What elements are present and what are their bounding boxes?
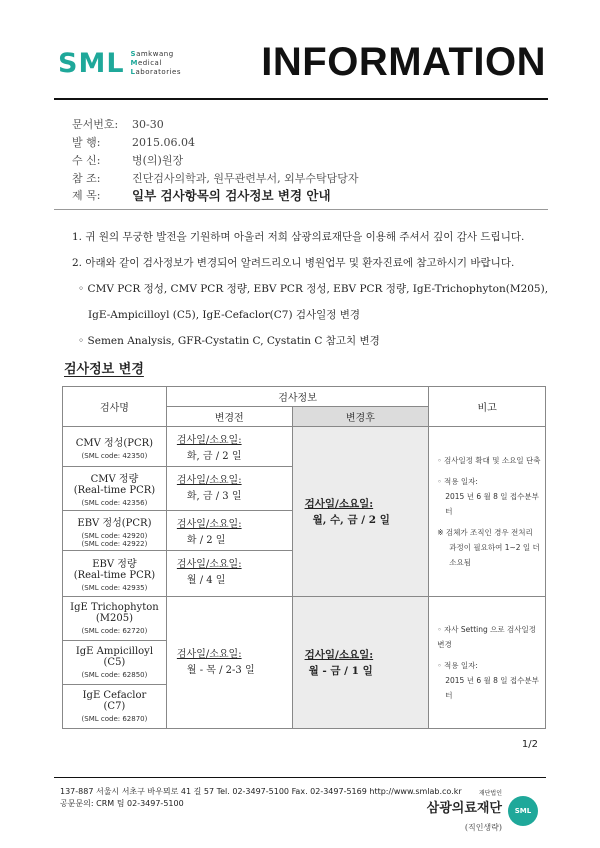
- header-remarks: 비고: [429, 387, 546, 427]
- body-text: [72, 224, 548, 354]
- header-test-name: 검사명: [63, 387, 167, 427]
- subject-line: 제 목: 일부 검사항목의 검사정보 변경 안내: [72, 188, 331, 203]
- section-title: 검사정보 변경: [64, 362, 144, 377]
- subject-text: 일부 검사항목의 검사정보 변경 안내: [132, 188, 331, 203]
- logo-subtitle: Samkwang Medical Laboratories: [130, 50, 181, 76]
- header-after: 변경후: [292, 407, 429, 427]
- logo-mark: SML: [58, 48, 125, 79]
- bullet-1-continued: IgE-Ampicilloyl (C5), IgE-Cefaclor(C7) 검사일정 변경: [88, 309, 361, 321]
- paragraph-2: 2. 아래와 같이 검사정보가 변경되어 알려드리오니 병원업무 및 환자진료에 참고하시기 바랍니다.: [72, 257, 515, 269]
- page-number: 1/2: [521, 739, 538, 750]
- remarks-group-1: ◦ 검사일정 확대 및 소요일 단축 ◦ 적용 일자: 2015 년 6 월 8 일 접수분부터 ※ 검체가 조직인 경우 전처리 과정이 필요하여 1~2 일 더 소요됨: [437, 456, 541, 567]
- footer-text: [60, 786, 462, 810]
- document-meta: 문서번호: 30-30 발 행: 2015.06.04 수 신: 병(의)원장 참 조: 진단검사의학과, 원무관련부서, 외부수탁담당자: [72, 118, 359, 185]
- header-divider: [54, 98, 548, 100]
- footer-address: 137-887 서울시 서초구 바우뫼로 41 길 57 Tel. 02-3497-5100 Fax. 02-3497-5169 http://www.smlab.co.kr: [60, 787, 462, 796]
- paragraph-1: 1. 귀 원의 무궁한 발전을 기원하며 아울러 저희 삼광의료재단을 이용해 주셔서 깊이 감사 드립니다.: [72, 231, 525, 243]
- subject-divider: [54, 209, 548, 210]
- table-row: IgE Cefaclor (C7) (SML code: 62870): [63, 685, 546, 729]
- bullet-1: ◦ CMV PCR 정성, CMV PCR 정량, EBV PCR 정성, EBV PCR 정량, IgE-Trichophyton(M205),: [78, 283, 549, 295]
- header-before: 변경전: [166, 407, 292, 427]
- sml-badge-icon: SML: [508, 796, 538, 826]
- table-row: CMV 정성(PCR) (SML code: 42350) 검사일/소요일: 화, 금 / 2 일 검사일/소요일: 월, 수, 금 / 2 일 ◦ 검사일정 확대 및 소요일 단축 ◦ 적용 일자: 2015 년 6 월 8 일 접수분부터 ※ 검체가 조직인 경우 전처리 과정이 필요하여 1~2 일 더 소요됨: [63, 427, 546, 467]
- header-test-info: 검사정보: [166, 387, 428, 407]
- table-row: CMV 정량 (Real-time PCR) (SML code: 42356) 검사일/소요일: 화, 금 / 3 일: [63, 467, 546, 511]
- table-row: EBV 정성(PCR) (SML code: 42920) (SML code: 42922) 검사일/소요일: 화 / 2 일: [63, 511, 546, 551]
- foundation-logo: 재단법인 삼광의료재단 (직인생략) SML: [427, 778, 538, 833]
- remarks-group-2: ◦ 자사 Setting 으로 검사일정 변경 ◦ 적용 일자: 2015 년 6 월 8 일 접수분부터: [437, 625, 539, 700]
- table-row: EBV 정량 (Real-time PCR) (SML code: 42935) 검사일/소요일: 월 / 4 일: [63, 551, 546, 597]
- bullet-2: ◦ Semen Analysis, GFR-Cystatin C, Cystatin C 참고치 변경: [78, 335, 380, 347]
- company-logo: [58, 48, 181, 79]
- test-info-table: [62, 386, 546, 729]
- footer-inquiry: 공문문의: CRM 팀 02-3497-5100: [60, 799, 184, 808]
- page-title: INFORMATION: [261, 40, 546, 84]
- table-row: IgE Trichophyton (M205) (SML code: 62720) 검사일/소요일: 월 - 목 / 2-3 일 검사일/소요일: 월 - 금 / 1 일 ◦ 자사 Setting 으로 검사일정 변경 ◦ 적용 일자: 2015 년 6 월 8 일 접수분부터: [63, 597, 546, 641]
- table-row: IgE Ampicilloyl (C5) (SML code: 62850): [63, 641, 546, 685]
